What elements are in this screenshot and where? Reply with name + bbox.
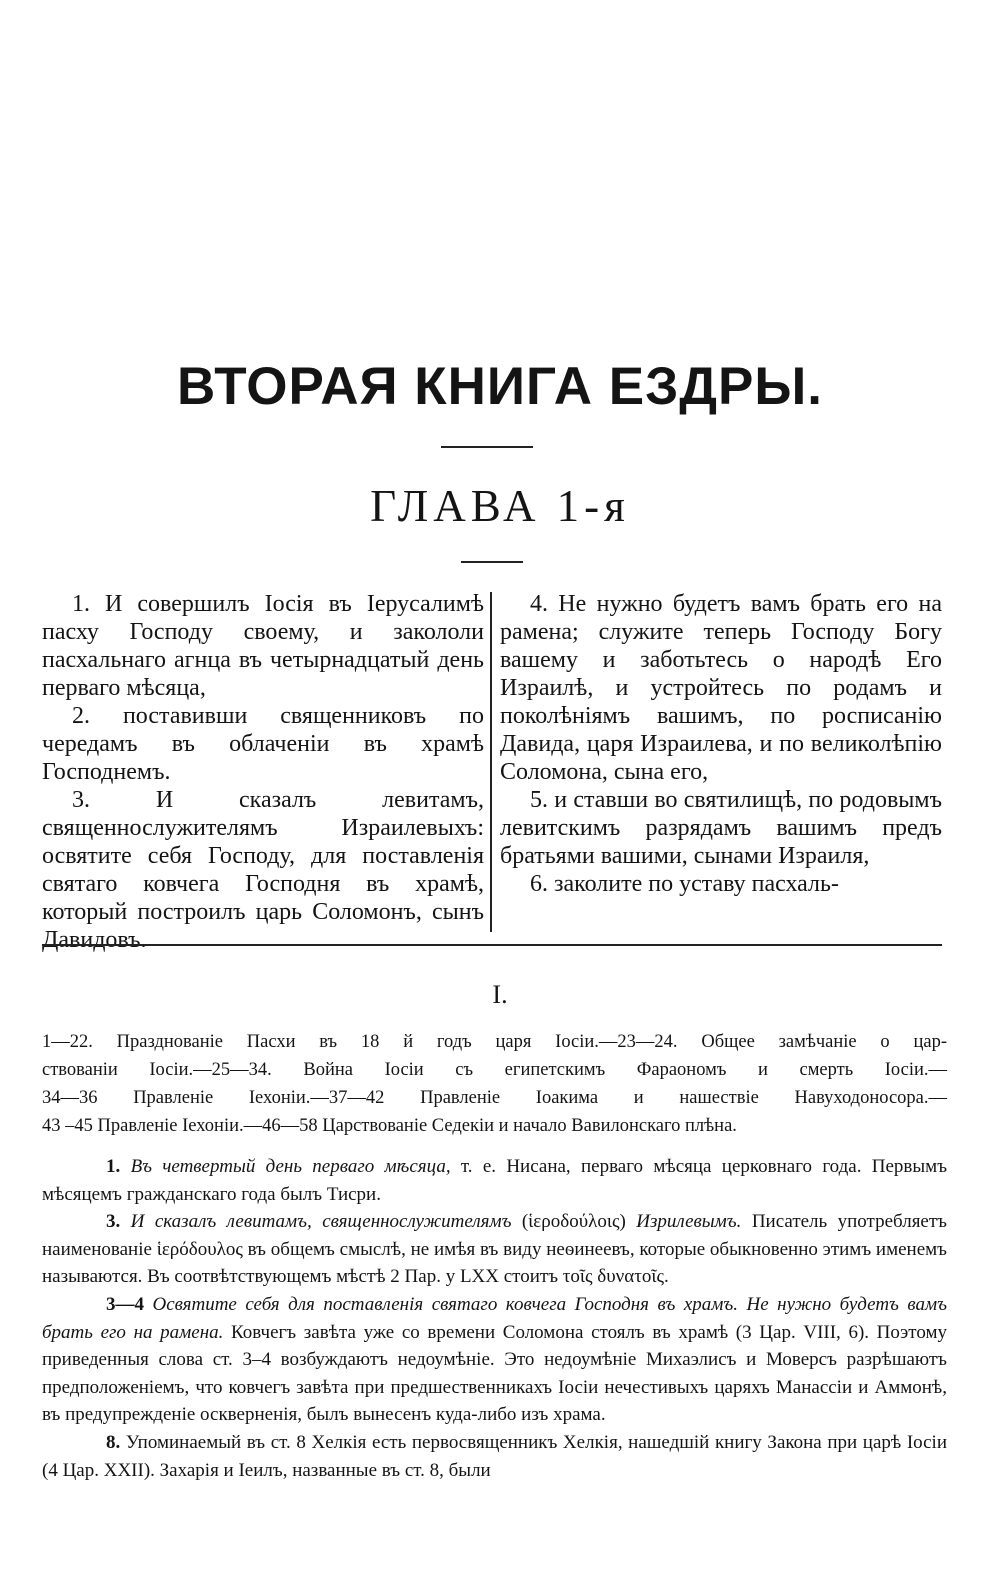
greek-word: τοῖς δυνατοῖς.: [562, 1266, 669, 1288]
verse-paragraph: 5. и ставши во святилищѣ, по родовымъ левитскимъ разрядамъ вашимъ предъ братьями вашими, сынами Израиля,: [500, 787, 942, 869]
chapter-title: ГЛАВА 1-я: [370, 481, 630, 531]
section-number: I.: [492, 980, 508, 1009]
commentary-text: Ковчегъ завѣта уже со времени Соломона стоялъ въ храмѣ (3 Цар. VIII, 6). Поэтому приведенныя слова ст. 3–4 возбуждаютъ недоумѣніе. Это недоумѣніе Михаэлисъ и Моверсъ разрѣшаютъ предположеніемъ, что ковчегъ завѣта при предшественникахъ Іосіи нечестивыхъ царяхъ Манассіи и Аммонѣ, въ предупрежденіе оскверненія, былъ вынесенъ куда-либо изъ храма.: [42, 1321, 947, 1426]
verse-paragraph: 1. И совершилъ Іосія въ Іерусалимѣ пасху Господу своему, и закололи пасхальнаго агнца въ четырнадцатый день перваго мѣсяца,: [42, 591, 484, 701]
summary-line: 43 –45 Правленіе Іехоніи.—46—58 Царствованіе Седекіи и начало Вавилонскаго плѣна.: [42, 1116, 737, 1136]
greek-word: ἱερόδουλος: [156, 1238, 243, 1260]
quoted-verse: Изрилевымъ.: [636, 1211, 742, 1233]
title-divider: [441, 446, 533, 448]
commentary-text: т. е. Нисана, перваго мѣсяца церковнаго года. Первымъ мѣсяцемъ гражданскаго года былъ Тисри.: [42, 1156, 948, 1205]
quoted-verse: И сказалъ левитамъ, священнослужителямъ: [130, 1211, 512, 1233]
summary-line: ствованіи Іосіи.—25—34. Война Іосіи съ египетскимъ Фараономъ и смерть Іосіи.—: [42, 1060, 947, 1080]
summary-line: 34—36 Правленіе Іехоніи.—37—42 Правленіе Іоакима и нашествіе Навуходоносора.—: [42, 1088, 947, 1108]
verse-column-right: [500, 590, 942, 898]
verse-ref: 8.: [106, 1431, 121, 1453]
commentary-text: Упоминаемый въ ст. 8 Хелкія есть первосвященникъ Хелкія, нашедшій книгу Закона при царѣ Іосіи (4 Цар. XXII). Захарія и Іеилъ, названные въ ст. 8, были: [42, 1431, 948, 1481]
greek-word: (ἱεροδούλοις): [521, 1211, 626, 1233]
verse-ref: 3—4: [106, 1293, 144, 1315]
verse-paragraph: 3. И сказалъ левитамъ, священнослужителямъ Израилевыхъ: освятите себя Господу, для поставленія святаго ковчега Господня въ храмѣ, который построилъ царь Соломонъ, сынъ Давидовъ.: [42, 787, 484, 953]
verse-column-left: [42, 590, 484, 954]
commentary-paragraph: [42, 1208, 947, 1291]
chapter-divider: [461, 561, 523, 563]
verse-paragraph: 4. Не нужно будетъ вамъ брать его на рамена; служите теперь Господу Богу вашему и заботьтесь о народѣ Его Израилѣ, и устройтесь по родамъ и поколѣніямъ вашимъ, по росписанію Давида, царя Израилева, и по великолѣпію Соломона, сына его,: [500, 591, 942, 785]
book-title: ВТОРАЯ КНИГА ЕЗДРЫ.: [176, 357, 824, 416]
verse-ref: 3.: [106, 1211, 121, 1233]
summary-line: 1—22. Празднованіе Пасхи въ 18 й годъ царя Іосіи.—23—24. Общее замѣчаніе о цар-: [42, 1032, 947, 1052]
text-commentary-divider: [42, 944, 942, 946]
commentary-paragraph: [42, 1429, 947, 1484]
commentary-text: Писатель употребляетъ наименованіе: [42, 1211, 947, 1260]
quoted-verse: Въ четвертый день перваго мѣсяца,: [130, 1156, 451, 1177]
commentary-text: въ общемъ смыслѣ, не имѣя въ виду неѳинеевъ, которые обыкновенно этимъ именемъ называются. Въ соотвѣтствующемъ мѣстѣ 2 Пар. у LXX стоитъ: [42, 1238, 947, 1288]
commentary: [42, 1153, 947, 1484]
verse-paragraph: 6. заколите по уставу пасхаль-: [530, 871, 839, 897]
verse-ref: 1.: [106, 1156, 121, 1177]
verse-paragraph: 2. поставивши священниковъ по чередамъ въ облаченіи въ храмѣ Господнемъ.: [42, 703, 484, 785]
commentary-paragraph: [42, 1291, 947, 1429]
commentary-paragraph: [42, 1153, 947, 1208]
chapter-summary: [42, 1028, 947, 1140]
column-divider: [490, 592, 492, 932]
quoted-verse: Освятите себя для поставленія святаго ковчега Господня въ храмъ. Не нужно будетъ вамъ брать его на рамена.: [42, 1293, 948, 1343]
